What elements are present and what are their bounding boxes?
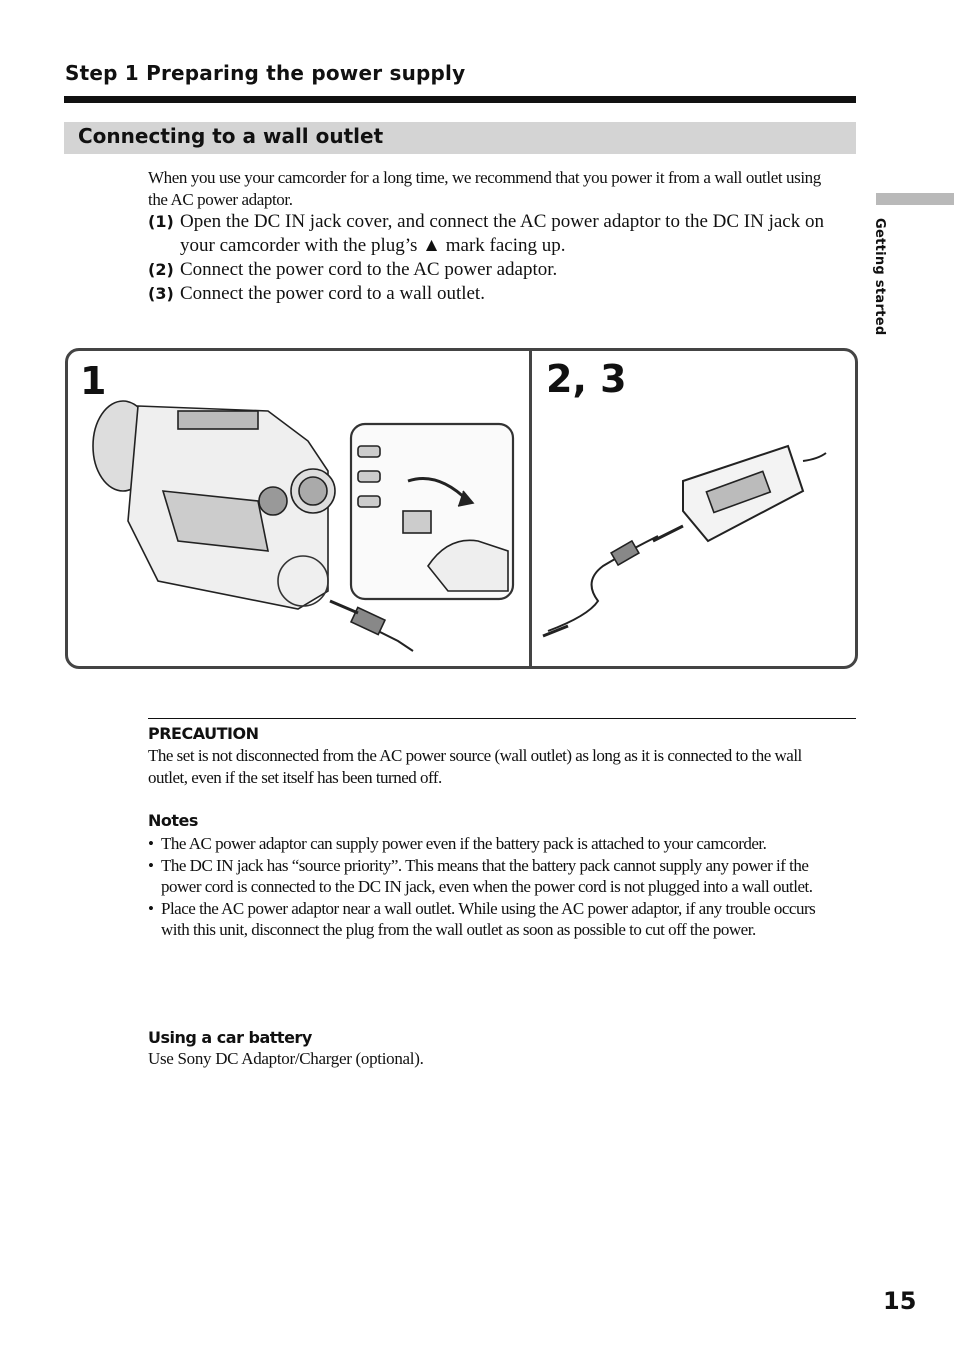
note-text: Place the AC power adaptor near a wall outlet. While using the AC power adaptor, if any trouble occurs with this unit, disconnect the plug from the wall outlet as soon as possible to cut off the power. — [161, 898, 816, 939]
illustration-drawing — [68, 351, 855, 666]
connection-illustration — [65, 348, 858, 669]
step-item — [148, 210, 848, 258]
panel-label-step-1: 1 — [80, 359, 107, 403]
figure-divider — [529, 351, 532, 666]
bullet-icon: • — [148, 834, 154, 853]
notes-list — [148, 833, 828, 941]
step-text: Open the DC IN jack cover, and connect the AC power adaptor to the DC IN jack on your camcorder with the plug’s ▲ mark facing up. — [180, 211, 824, 256]
step-number: (2) — [148, 260, 174, 279]
note-item — [148, 833, 828, 855]
car-battery-text: Use Sony DC Adaptor/Charger (optional). — [148, 1049, 424, 1068]
step-text: Connect the power cord to a wall outlet. — [180, 283, 485, 304]
side-tab-label: Getting started — [872, 218, 887, 336]
page-header-title: Step 1 Preparing the power supply — [65, 61, 466, 85]
intro-paragraph: When you use your camcorder for a long time, we recommend that you power it from a wall outlet using the AC power adaptor. — [148, 168, 821, 209]
step-item — [148, 282, 848, 306]
panel-label-steps-2-3: 2, 3 — [546, 357, 627, 401]
bullet-icon: • — [148, 898, 154, 918]
header-rule — [64, 96, 856, 103]
car-battery-heading: Using a car battery — [148, 1028, 312, 1047]
bullet-icon: • — [148, 855, 154, 875]
precaution-rule — [148, 718, 856, 719]
step-text: Connect the power cord to the AC power adaptor. — [180, 259, 558, 280]
note-item — [148, 898, 828, 941]
note-item — [148, 855, 828, 898]
precaution-text: The set is not disconnected from the AC power source (wall outlet) as long as it is connected to the wall outlet, even if the set itself has been turned off. — [148, 746, 802, 787]
notes-heading: Notes — [148, 811, 198, 830]
section-title: Connecting to a wall outlet — [78, 124, 384, 148]
power-cord-icon — [548, 536, 658, 631]
note-text: The AC power adaptor can supply power even if the battery pack is attached to your camcorder. — [161, 834, 767, 853]
steps-list — [148, 210, 848, 306]
note-text: The DC IN jack has “source priority”. This means that the battery pack cannot supply any power if the power cord is connected to the DC IN jack, even when the power cord is not plugged into a wall outlet. — [161, 855, 813, 896]
page-number: 15 — [883, 1287, 917, 1315]
step-number: (3) — [148, 284, 174, 303]
step-number: (1) — [148, 212, 174, 231]
side-tab-marker — [876, 193, 954, 205]
precaution-heading: PRECAUTION — [148, 724, 259, 743]
step-item — [148, 258, 848, 282]
